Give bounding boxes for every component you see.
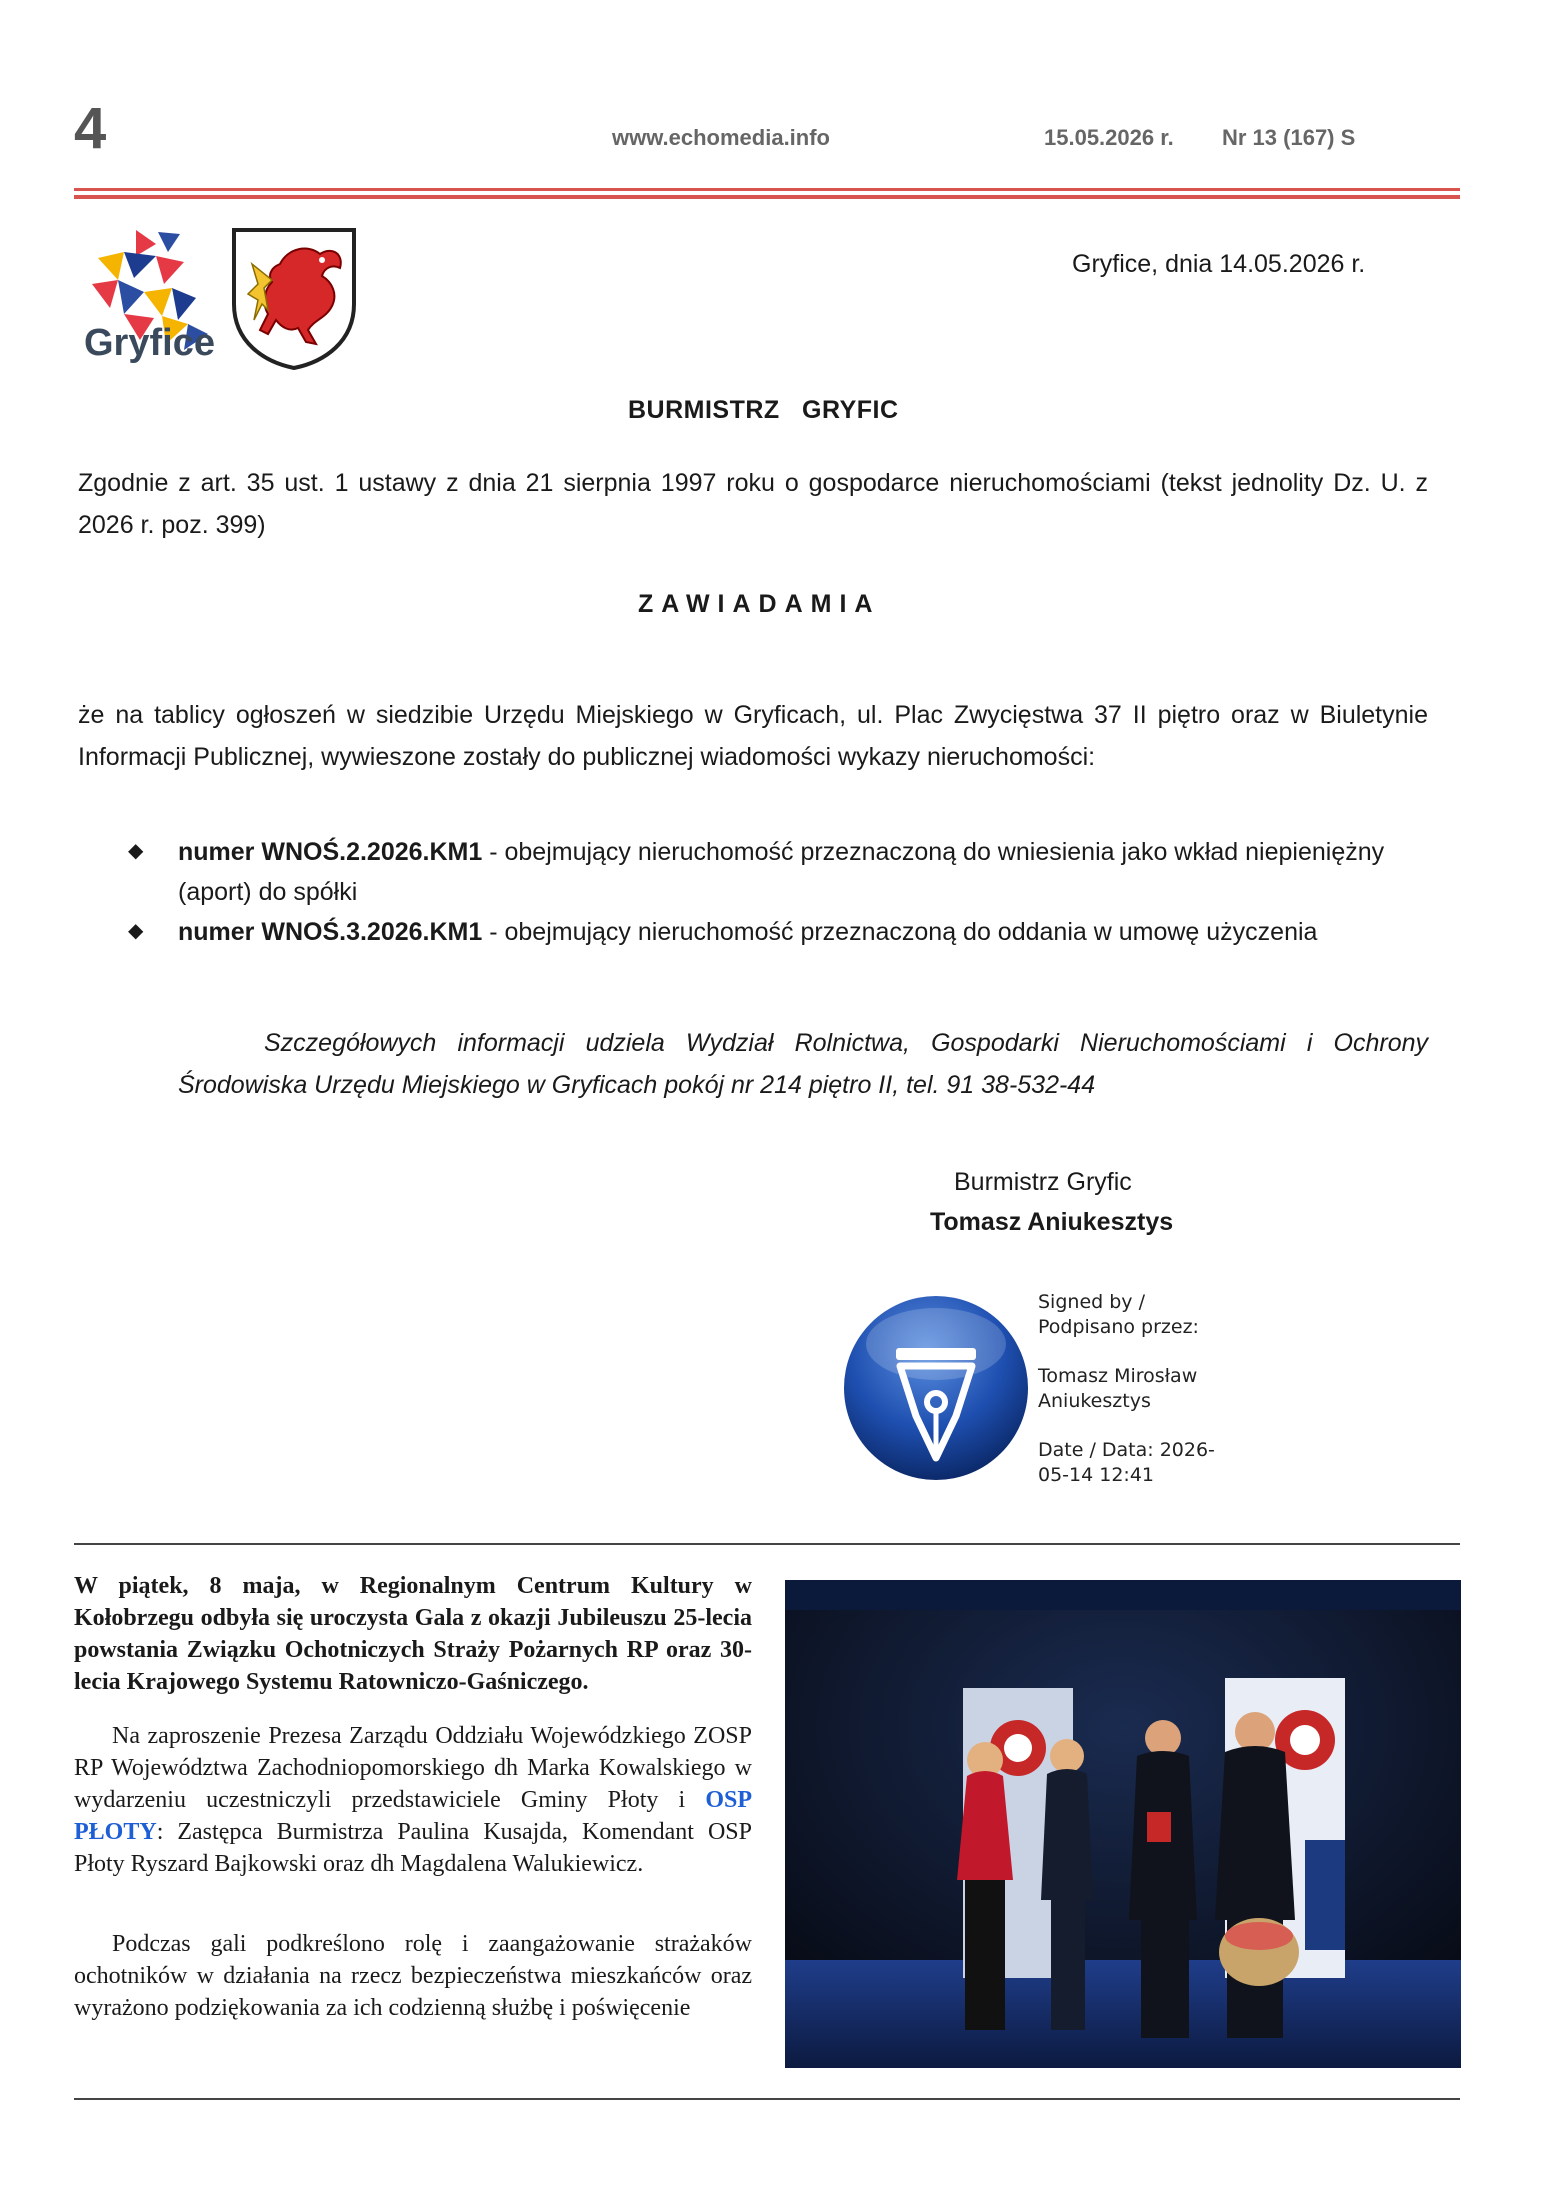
osp-ploty-link[interactable]: OSP PŁOTY (74, 1787, 752, 1845)
article-text: Na zaproszenie Prezesa Zarządu Oddziału Wojewódzkiego ZOSP RP Województwa Zachodniopomorskiego dh Marka Kowalskiego w wydarzeniu uczestniczyli przedstawiciele Gminy Płoty i (74, 1723, 752, 1813)
list-item-text: - obejmujący nieruchomość przeznaczoną do oddania w umowę użyczenia (482, 918, 1318, 946)
signatory-name: Tomasz Aniukesztys (930, 1208, 1174, 1236)
digital-signature-text (1038, 1290, 1248, 1488)
article-paragraph (74, 1720, 752, 1880)
signature-line: Signed by / (1038, 1291, 1145, 1313)
header-divider-thick (74, 195, 1460, 199)
gala-photo (785, 1580, 1461, 2068)
article-divider-bottom (74, 2098, 1460, 2100)
list-item-text: - obejmujący nieruchomość przeznaczoną do wniesienia jako wkład niepieniężny (aport) do spółki (178, 838, 1385, 906)
list-item-number: numer WNOŚ.2.2026.KM1 (178, 838, 483, 866)
gryfice-logo-text: Gryfice (84, 322, 215, 364)
list-item-number: numer WNOŚ.3.2026.KM1 (178, 918, 483, 946)
article-lead: W piątek, 8 maja, w Regionalnym Centrum Kultury w Kołobrzegu odbyła się uroczysta Gala z okazji Jubileuszu 25-lecia powstania Związku Ochotniczych Straży Pożarnych RP oraz 30-lecia Krajowego Systemu Ratowniczo-Gaśniczego. (74, 1573, 752, 1695)
article-text: : Zastępca Burmistrza Paulina Kusajda, Komendant OSP Płoty Ryszard Bajkowski oraz dh Magdalena Walukiewicz. (74, 1819, 752, 1877)
signature-line: Tomasz Mirosław (1038, 1365, 1198, 1387)
signature-line: 05-14 12:41 (1038, 1464, 1155, 1486)
place-date: Gryfice, dnia 14.05.2026 r. (1072, 250, 1366, 278)
notice-authority: BURMISTRZ GRYFIC (628, 396, 899, 424)
header-divider (74, 188, 1460, 191)
coat-of-arms-icon (228, 224, 360, 372)
notice-heading: ZAWIADAMIA (638, 590, 881, 618)
diamond-bullet-icon: ◆ (128, 920, 144, 942)
issue-date: 15.05.2026 r. (1044, 125, 1174, 150)
signature-line: Date / Data: 2026- (1038, 1439, 1215, 1461)
site-url[interactable]: www.echomedia.info (612, 125, 830, 150)
article-paragraph: Podczas gali podkreślono rolę i zaangażowanie strażaków ochotników w działania na rzecz bezpieczeństwa mieszkańców oraz wyrażono podziękowania za ich codzienną służbę i poświęcenie (74, 1931, 752, 2021)
contact-info-note: Szczegółowych informacji udziela Wydział Rolnictwa, Gospodarki Nieruchomościami i Ochrony Środowiska Urzędu Miejskiego w Gryficach pokój nr 214 piętro II, tel. 91 38-532-44 (178, 1029, 1428, 1099)
signature-line: Aniukesztys (1038, 1390, 1151, 1412)
notice-body-paragraph: że na tablicy ogłoszeń w siedzibie Urzędu Miejskiego w Gryficach, ul. Plac Zwycięstwa 37 II piętro oraz w Biuletynie Informacji Publicznej, wywieszone zostały do publicznej wiadomości wykazy nieruchomości: (78, 701, 1428, 771)
signature-line: Podpisano przez: (1038, 1316, 1199, 1338)
signatory-title: Burmistrz Gryfic (954, 1168, 1132, 1196)
list-item (178, 832, 1428, 912)
diamond-bullet-icon: ◆ (128, 840, 144, 862)
issue-number: Nr 13 (167) S (1222, 125, 1356, 150)
list-item (178, 912, 1428, 952)
article-divider-top (74, 1543, 1460, 1545)
page-number: 4 (74, 96, 107, 161)
legal-basis-paragraph: Zgodnie z art. 35 ust. 1 ustawy z dnia 21 sierpnia 1997 roku o gospodarce nieruchomościami (tekst jednolity Dz. U. z 2026 r. poz. 399) (78, 469, 1428, 539)
pen-nib-icon (840, 1290, 1036, 1486)
